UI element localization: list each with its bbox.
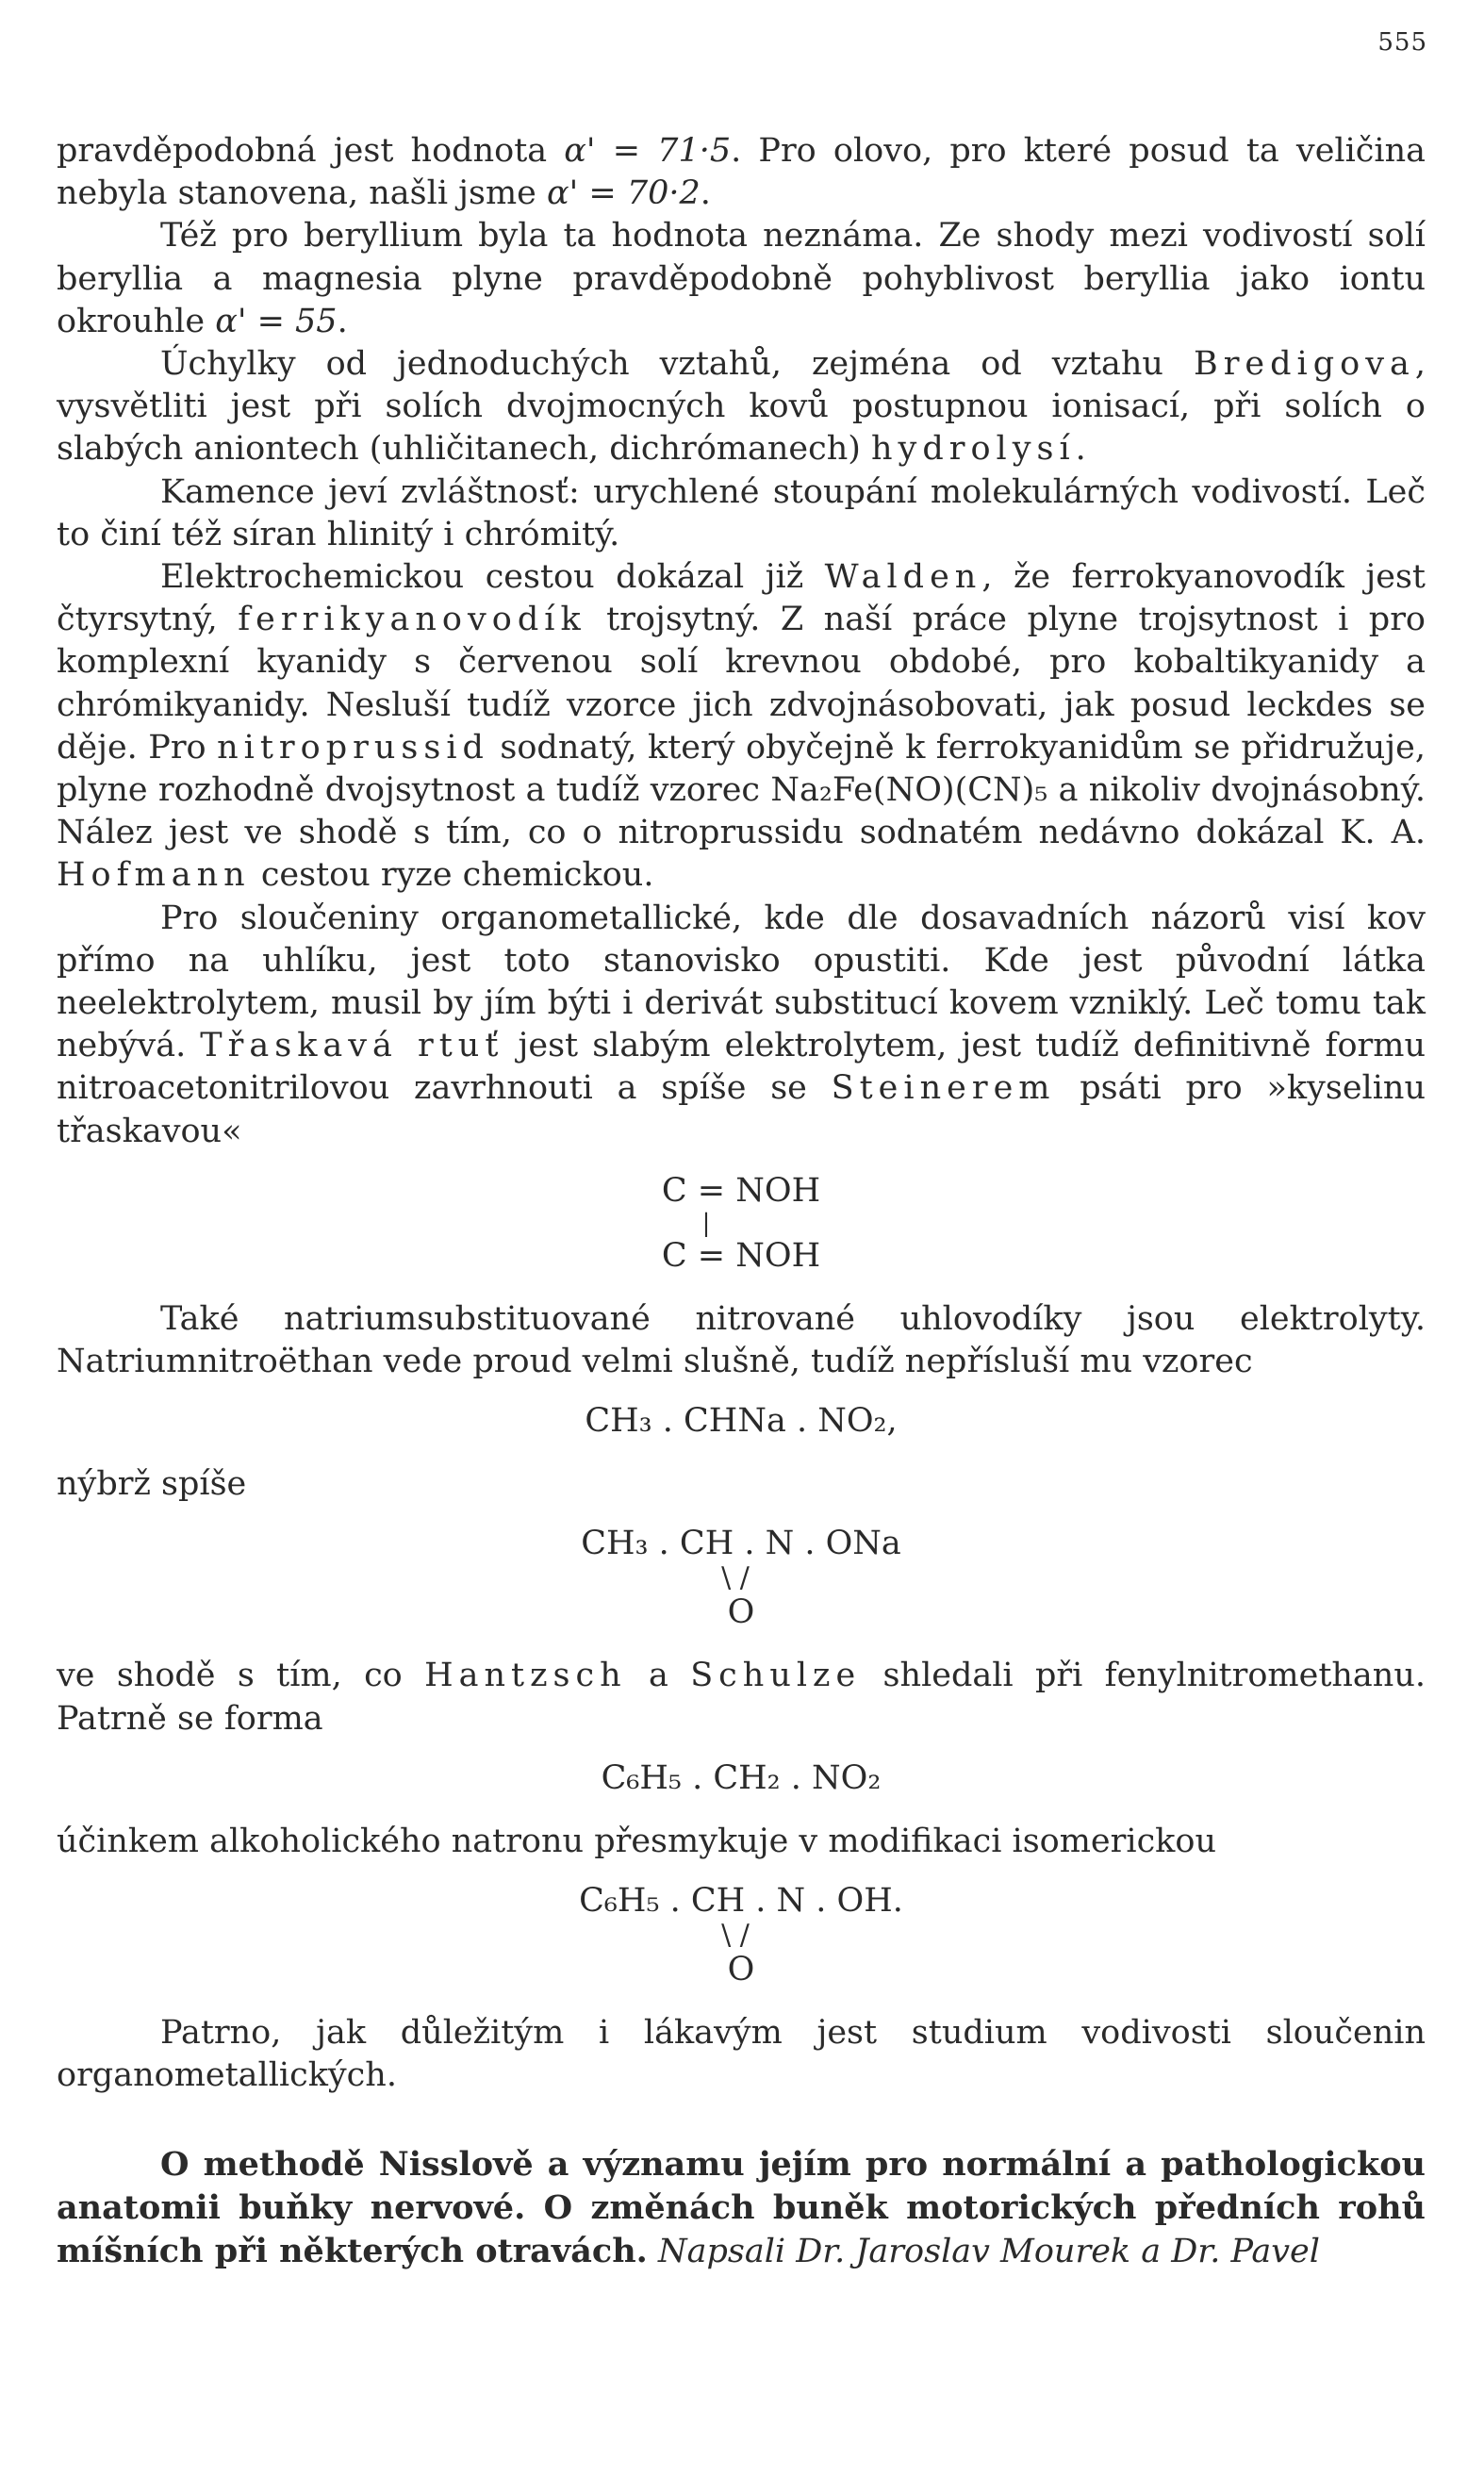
article-body: [57, 130, 1426, 2273]
page-number: 555: [1377, 28, 1427, 57]
person-name: Schulze: [690, 1657, 862, 1695]
value: α' = 70·2: [547, 174, 701, 213]
paragraph: Též pro beryllium byla ta hodnota neznáma. Ze shody mezi vodivostí solí beryllia a magnesia plyne pravděpodobně pohyblivost beryllia jako iontu okrouhle α' = 55.: [57, 217, 1426, 340]
person-name: Hantzsch: [424, 1657, 627, 1695]
emphasized-term: nitroprussid: [217, 728, 489, 767]
paragraph: Patrno, jak důležitým i lákavým jest studium vodivosti sloučenin organometallických.: [57, 2014, 1426, 2095]
person-name: Walden: [824, 558, 982, 597]
paragraph: Kamence jeví zvláštnosť: urychlené stoupání molekulárných vodivostí. Leč to činí též síran hlinitý i chrómitý.: [57, 472, 1426, 553]
article-title: O methodě Nisslově a významu jejím pro normální a pathologickou anatomii buňky nervové. O změnách buněk motorických předních rohů míšních při některých otravách.: [57, 2144, 1426, 2270]
person-name: Hofmann: [57, 856, 251, 895]
paragraph: účinkem alkoholického natronu přesmykuje v modifikaci isomerickou: [57, 1822, 1216, 1860]
formula-isomeric-modification: C₆H₅ . CH . N . OH. \ / O: [579, 1882, 903, 1989]
value: α' = 71·5: [564, 132, 732, 170]
paragraph: Elektrochemickou cestou dokázal již Walden, že ferrokyanovodík jest čtyrsytný, ferrikyanovodík trojsytný. Z naší práce plyne trojsytnost i pro komplexní kyanidy s červenou solí krevnou obdobé, pro kobaltikyanidy a chrómikyanidy. Nesluší tudíž vzorce jich zdvojnásobovati, jak posud leckdes se děje. Pro nitroprussid sodnatý, který obyčejně k ferrokyanidům se přidružuje, plyne rozhodně dvojsytnost a tudíž vzorec Na₂Fe(NO)(CN)₅ a nikoliv dvojnásobný. Nález jest ve shodě s tím, co o nitroprussidu sodnatém nedávno dokázal K. A. Hofmann cestou ryze chemickou.: [57, 558, 1426, 895]
formula-nitroethane-sodium: CH₃ . CHNa . NO₂,: [585, 1402, 898, 1441]
emphasized-term: ferrikyanovodík: [238, 601, 586, 639]
article-authors: Napsali Dr. Jaroslav Mourek a Dr. Pavel: [657, 2232, 1320, 2270]
section-gap: [57, 2098, 1426, 2143]
emphasized-term: hydrolysí: [871, 430, 1076, 469]
connector-text: nýbrž spíše: [57, 1465, 247, 1504]
person-name: Steinerem: [831, 1069, 1056, 1108]
formula-phenylnitromethane: C₆H₅ . CH₂ . NO₂: [601, 1758, 882, 1797]
paragraph: pravděpodobná jest hodnota α' = 71·5. Pro olovo, pro které posud ta veličina nebyla stanovena, našli jsme α' = 70·2.: [57, 132, 1426, 213]
value: α' = 55: [215, 302, 338, 340]
paragraph: Také natriumsubstituované nitrované uhlovodíky jsou elektrolyty. Natriumnitroëthan vede proud velmi slušně, tudíž nepřísluší mu vzorec: [57, 1299, 1426, 1381]
paragraph: Úchylky od jednoduchých vztahů, zejména od vztahu Bredigova, vysvětliti jest při solích dvojmocných kovů postupnou ionisací, při solích o slabých aniontech (uhličitanech, dichrómanech) hydrolysí.: [57, 345, 1426, 469]
paragraph: ve shodě s tím, co Hantzsch a Schulze shledali při fenylnitromethanu. Patrně se forma: [57, 1657, 1426, 1738]
next-article-heading: [57, 2143, 1426, 2274]
formula-aci-form: CH₃ . CH . N . ONa \ / O: [581, 1525, 901, 1632]
inline-formula: Na₂Fe(NO)(CN)₅: [770, 771, 1048, 810]
paragraph: Pro sloučeniny organometallické, kde dle dosavadních názorů visí kov přímo na uhlíku, jest toto stanovisko opustiti. Kde jest původní látka neelektrolytem, musil by jím býti i derivát substitucí kovem vzniklý. Leč tomu tak nebývá. Třaskavá rtuť jest slabým elektrolytem, jest tudíž definitivně formu nitroacetonitrilovou zavrhnouti a spíše se Steinerem psáti pro »kyselinu třaskavou«: [57, 899, 1426, 1150]
person-name: Bredigova: [1193, 345, 1415, 384]
emphasized-term: Třaskavá rtuť: [200, 1027, 504, 1065]
formula-fulminic-acid: C = NOH | C = NOH: [661, 1171, 821, 1275]
